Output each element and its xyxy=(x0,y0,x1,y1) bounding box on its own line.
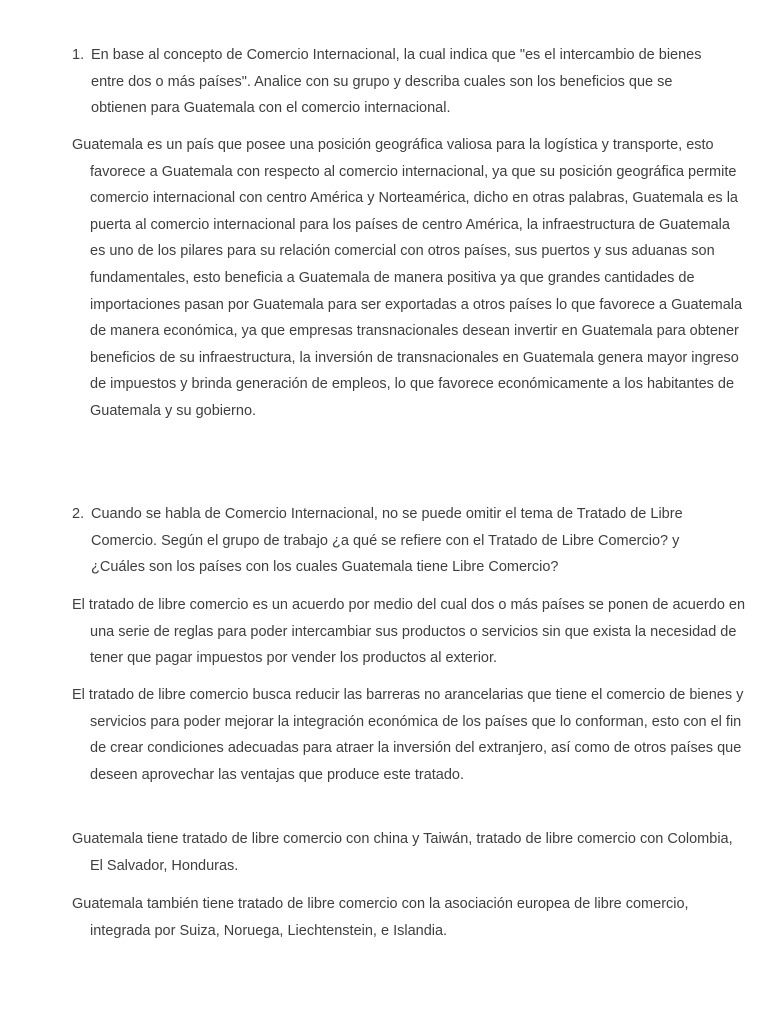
answer-2-paragraph-2: El tratado de libre comercio busca reducir las barreras no arancelarias que tiene el comercio de bienes y servicios para poder mejorar la integración económica de los países que lo conforman, esto con el fin de crear condiciones adecuadas para atraer la inversión del extranjero, así como de otros países que deseen aprovechar las ventajas que produce este tratado. xyxy=(72,687,744,783)
question-2-number: 2. xyxy=(72,506,85,522)
answer-2-paragraph-4: Guatemala también tiene tratado de libre comercio con la asociación europea de libre comercio, integrada por Suiza, Noruega, Liechtenstein, e Islandia. xyxy=(72,896,689,939)
question-1-number: 1. xyxy=(72,47,85,63)
question-2-text: Cuando se habla de Comercio Internacional, no se puede omitir el tema de Tratado de Libre Comercio. Según el grupo de trabajo ¿a qué se refiere con el Tratado de Libre Comercio? y ¿Cuáles son los países con los cuales Guatemala tiene Libre Comercio? xyxy=(91,506,683,576)
answer-2-paragraph-3: Guatemala tiene tratado de libre comercio con china y Taiwán, tratado de libre comercio con Colombia, El Salvador, Honduras. xyxy=(72,831,733,874)
question-1-text: En base al concepto de Comercio Internacional, la cual indica que "es el intercambio de bienes entre dos o más países". Analice con su grupo y describa cuales son los beneficios que se obtienen para Guatemala con el comercio internacional. xyxy=(91,47,702,117)
question-1 xyxy=(72,42,728,122)
answer-1-paragraph: Guatemala es un país que posee una posición geográfica valiosa para la logística y transporte, esto favorece a Guatemala con respecto al comercio internacional, ya que su posición geográfica permite comercio internacional con centro América y Norteamérica, dicho en otras palabras, Guatemala es la puerta al comercio internacional para los países de centro América, la infraestructura de Guatemala es uno de los pilares para su relación comercial con otros países, sus puertos y sus aduanas son fundamentales, esto beneficia a Guatemala de manera positiva ya que grandes cantidades de importaciones pasan por Guatemala para ser exportadas a otros países lo que favorece a Guatemala de manera económica, ya que empresas transnacionales desean invertir en Guatemala para obtener beneficios de su infraestructura, la inversión de transnacionales en Guatemala genera mayor ingreso de impuestos y brinda generación de empleos, lo que favorece económicamente a los habitantes de Guatemala y su gobierno. xyxy=(72,137,743,419)
question-2 xyxy=(72,501,728,581)
answer-2-paragraph-1: El tratado de libre comercio es un acuerdo por medio del cual dos o más países se ponen de acuerdo en una serie de reglas para poder intercambiar sus productos o servicios sin que exista la necesidad de tener que pagar impuestos por vender los productos al exterior. xyxy=(72,597,746,667)
